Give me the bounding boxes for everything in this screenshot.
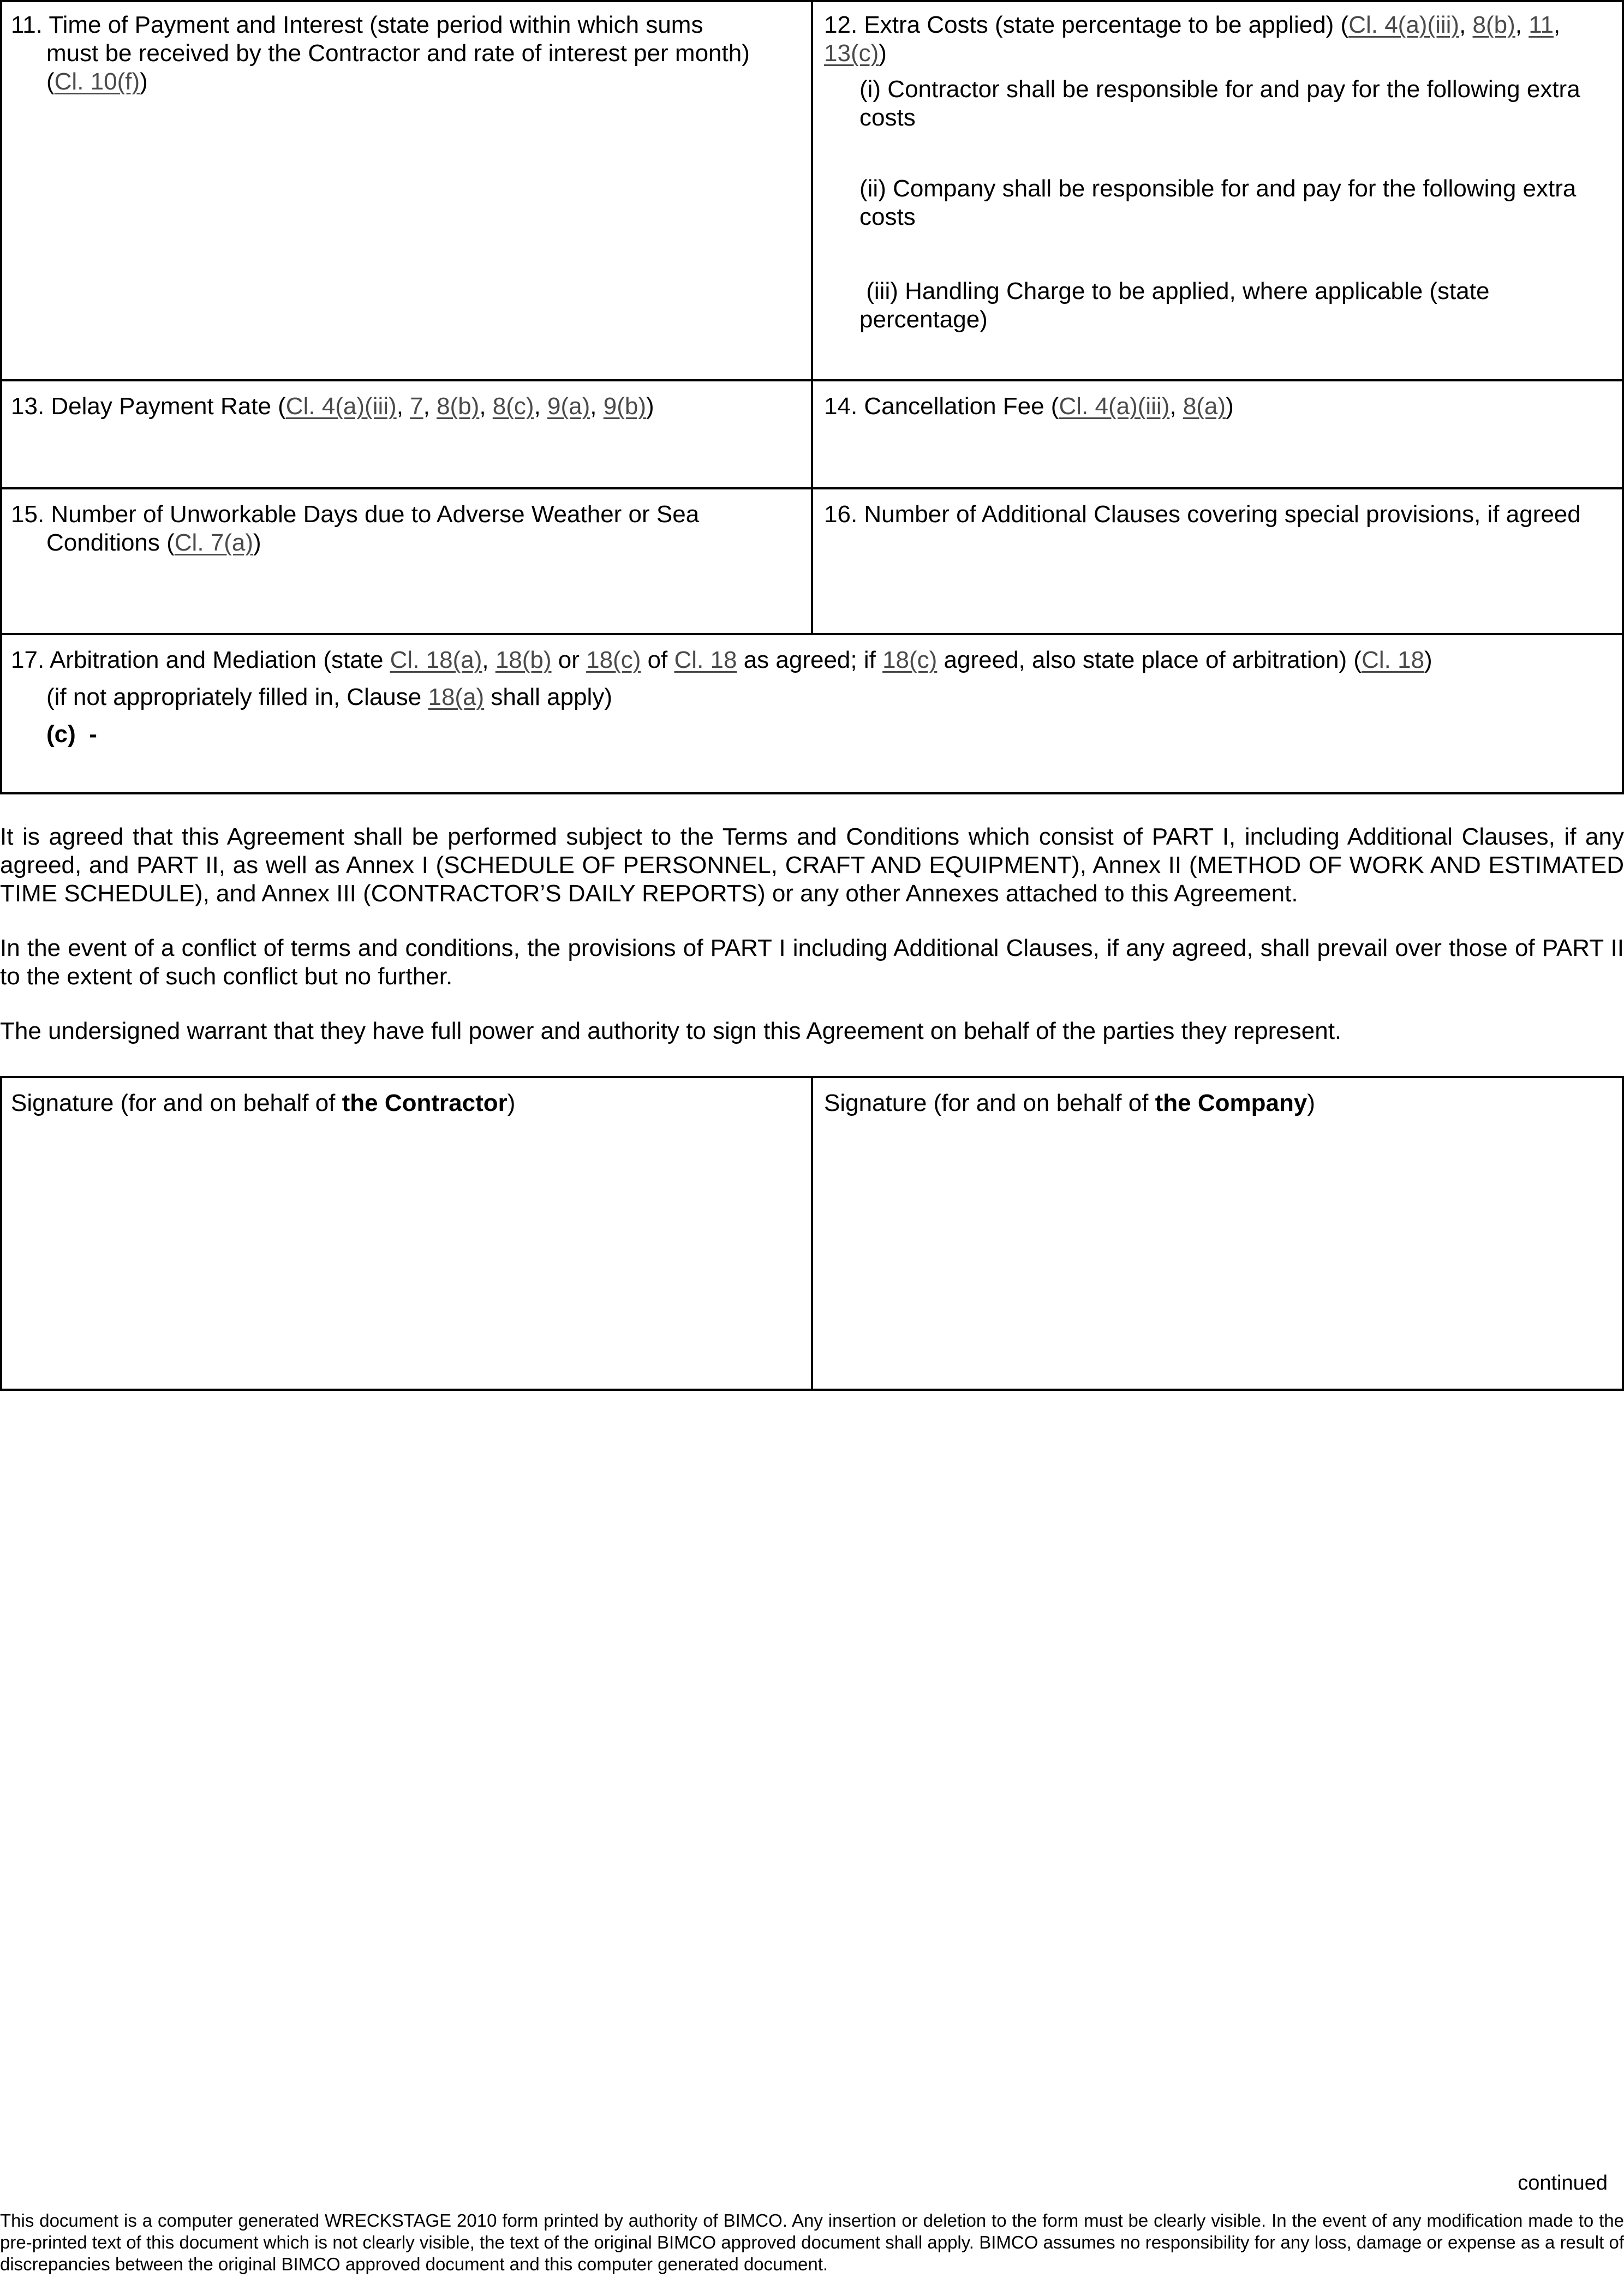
clause-ref-link[interactable]: 13(c) [824,40,879,67]
box-17-text: ) [1424,647,1432,673]
clause-ref-link[interactable]: Cl. 4(a)(iii) [285,393,397,420]
clause-ref-link[interactable]: 9(a) [547,393,590,420]
clause-ref-link[interactable]: 18(b) [495,647,552,673]
box-14-close: ) [1226,393,1234,420]
box-17-arbitration[interactable] [0,635,1624,794]
box-11-payment-interest[interactable] [0,0,811,379]
box-13-title: 13. Delay Payment Rate ( [11,393,286,420]
company-signature-box[interactable] [813,1078,1624,1389]
box-17-text: or [551,647,587,673]
box-17-line2-text: shall apply) [484,684,612,710]
box-16-additional-clauses[interactable] [813,489,1624,633]
separator: , [1515,11,1529,38]
separator: , [1169,393,1183,420]
clause-ref-link[interactable]: 18(c) [586,647,641,673]
box-17-text: of [641,647,674,673]
box-12-title-text: 12. Extra Costs (state percentage to be applied) ( [824,11,1349,38]
box-12-item-i: (i) Contractor shall be responsible for and pay for the following extra costs [859,76,1580,131]
box-13-delay-payment-rate[interactable] [0,381,811,487]
clause-ref-link[interactable]: Cl. 18 [1362,647,1425,673]
box-17-text: 17. Arbitration and Mediation (state [11,647,390,673]
clause-ref-link[interactable]: Cl. 4(a)(iii) [1059,393,1170,420]
contractor-party-name: the Contractor [342,1090,507,1116]
authority-paragraph: The undersigned warrant that they have full power and authority to sign this Agreement on behalf of the parties they represent. [0,1018,1342,1044]
clause-ref-link[interactable]: Cl. 18 [674,647,737,673]
conflict-paragraph: In the event of a conflict of terms and conditions, the provisions of PART I including Additional Clauses, if any agreed, shall prevail over those of PART II to the extent of such conflict but no further. [0,935,1624,990]
clause-ref-link[interactable]: 7 [410,393,423,420]
clause-ref-link[interactable]: 8(a) [1183,393,1226,420]
contractor-signature-box[interactable] [0,1078,811,1389]
box-16-title: 16. Number of Additional Clauses covering special provisions, if agreed [824,501,1581,528]
box-11-line1: 11. Time of Payment and Interest (state period within which sums [11,11,703,38]
clause-ref-link[interactable]: Cl. 4(a)(iii) [1348,11,1460,38]
box-17-text: , [482,647,495,673]
box-12-item-ii: (ii) Company shall be responsible for and pay for the following extra costs [859,175,1577,230]
separator: , [423,393,437,420]
box-12-title [824,11,1624,68]
box-15-line2 [11,529,811,557]
clause-ref-link[interactable]: 8(b) [437,393,480,420]
bimco-footer-notice: This document is a computer generated WRECKSTAGE 2010 form printed by authority of BIMCO. Any insertion or deletion to the form must be clearly visible. In the event of any modification made to the pre-printed text of this document which is not clearly visible, the text of the original BIMCO approved document shall apply. BIMCO assumes no responsibility for any loss, damage or expense as a result of discrepancies between the original BIMCO approved document and this computer generated document. [0,2210,1624,2274]
company-party-name: the Company [1155,1090,1307,1116]
box-17-line1 [11,646,1624,674]
box-17-text: agreed, also state place of arbitration) ( [937,647,1362,673]
box-15-close: ) [253,529,261,556]
clause-ref-link[interactable]: Cl. 10(f) [54,68,140,95]
box-17-line2 [11,683,1624,711]
box-17-line2-text: (if not appropriately filled in, Clause [46,684,428,710]
clause-ref-link[interactable]: 18(c) [882,647,938,673]
clause-ref-link[interactable]: Cl. 18(a) [390,647,482,673]
box-15-line2-text: Conditions ( [46,529,175,556]
box-14-title: 14. Cancellation Fee ( [824,393,1059,420]
box-14-cancellation-fee[interactable] [813,381,1624,487]
box-12-title-close: ) [879,40,887,67]
separator: , [534,393,548,420]
clause-ref-link[interactable]: 11 [1529,11,1554,38]
continued-label: continued [1518,2172,1608,2195]
box-13-close: ) [646,393,654,420]
box-11-ref-open: ( [46,68,55,95]
company-signature-close: ) [1307,1090,1315,1116]
company-signature-label: Signature (for and on behalf of [824,1090,1155,1116]
separator: , [1553,11,1561,38]
separator: , [479,393,493,420]
box-12-item-iii: (iii) Handling Charge to be applied, where applicable (state percentage) [859,278,1496,333]
box-11-line2-text: must be received by the Contractor and rate of interest per month) [46,40,750,67]
contractor-signature-label: Signature (for and on behalf of [11,1090,342,1116]
separator: , [590,393,604,420]
contractor-signature-close: ) [507,1090,516,1116]
clause-ref-link[interactable]: 9(b) [603,393,646,420]
box-11-ref-close: ) [140,68,148,95]
box-11-line2 [11,39,811,96]
clause-ref-link[interactable]: 18(a) [428,684,485,710]
box-15-unworkable-days[interactable] [0,489,811,633]
separator: , [1459,11,1473,38]
box-17-text: as agreed; if [737,647,883,673]
box-15-line1: 15. Number of Unworkable Days due to Adverse Weather or Sea [11,501,700,528]
box-17-value: (c) - [46,721,97,748]
agreement-terms-paragraph: It is agreed that this Agreement shall be performed subject to the Terms and Conditions which consist of PART I, including Additional Clauses, if any agreed, and PART II, as well as Annex I (SCHEDULE OF PERSONNEL, CRAFT AND EQUIPMENT), Annex II (METHOD OF WORK AND ESTIMATED TIME SCHEDULE), and Annex III (CONTRACTOR’S DAILY REPORTS) or any other Annexes attached to this Agreement. [0,823,1624,907]
clause-ref-link[interactable]: 8(b) [1472,11,1515,38]
clause-ref-link[interactable]: Cl. 7(a) [174,529,254,556]
separator: , [396,393,410,420]
clause-ref-link[interactable]: 8(c) [492,393,534,420]
